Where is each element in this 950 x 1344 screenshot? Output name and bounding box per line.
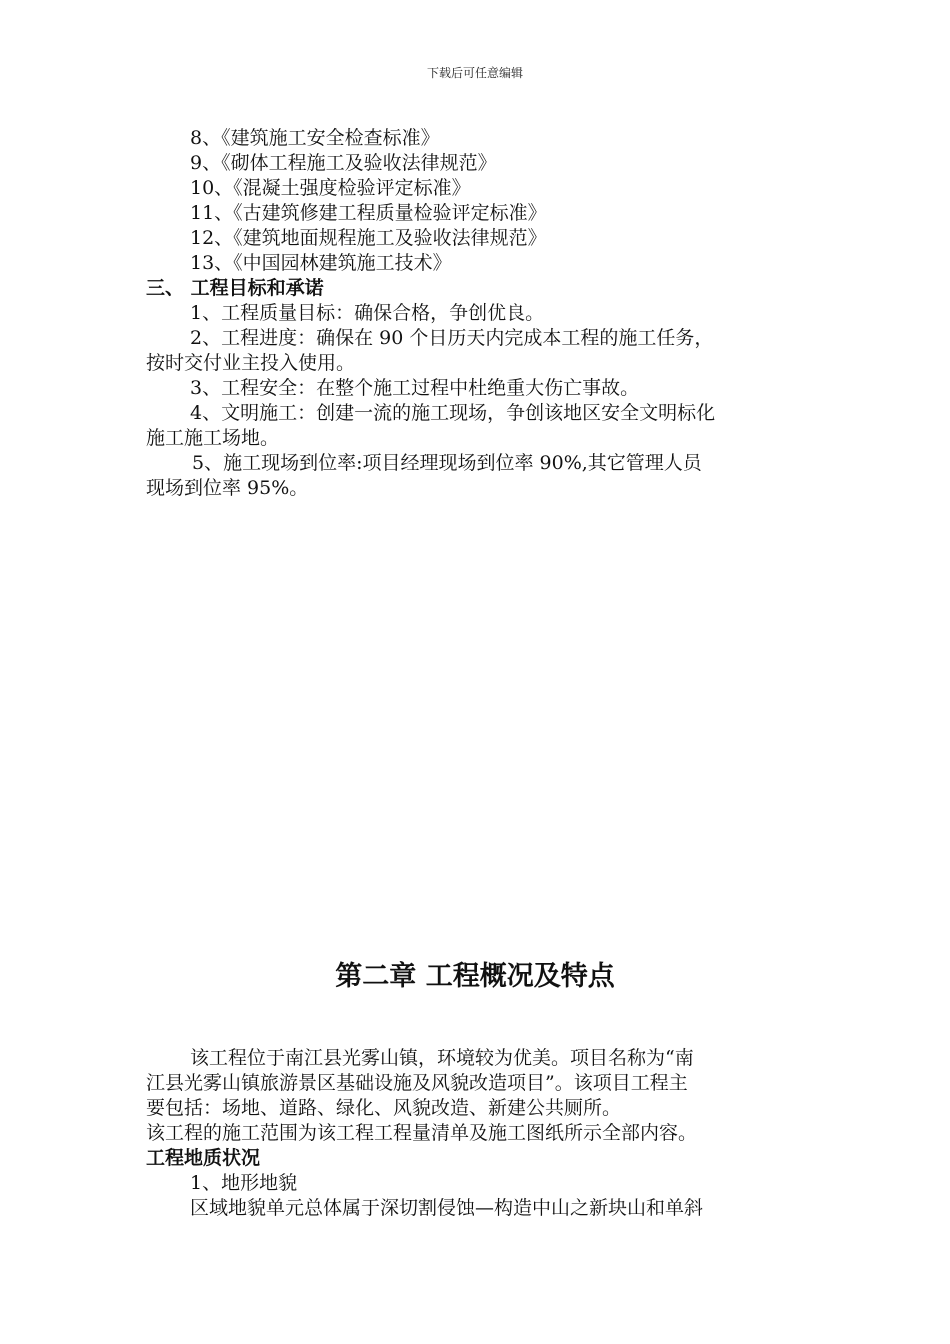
geology-heading: 工程地质状况 <box>146 1147 261 1169</box>
goal-line: 5、施工现场到位率:项目经理现场到位率 90%,其它管理人员 <box>192 452 702 474</box>
standard-item: 11、《古建筑修建工程质量检验评定标准》 <box>190 202 547 224</box>
standard-item: 13、《中国园林建筑施工技术》 <box>190 252 452 274</box>
standard-item: 12、《建筑地面规程施工及验收法律规范》 <box>190 227 547 249</box>
standard-item: 10、《混凝土强度检验评定标准》 <box>190 177 471 199</box>
goal-line: 按时交付业主投入使用。 <box>146 352 356 374</box>
geology-line: 区域地貌单元总体属于深切割侵蚀—构造中山之新块山和单斜 <box>190 1197 704 1219</box>
goal-line: 施工施工场地。 <box>146 427 280 449</box>
intro-line: 江县光雾山镇旅游景区基础设施及风貌改造项目”。该项目工程主 <box>146 1072 688 1094</box>
chapter-title: 第二章 工程概况及特点 <box>335 961 615 992</box>
intro-line: 要包括：场地、道路、绿化、风貌改造、新建公共厕所。 <box>146 1097 622 1119</box>
page-header: 下载后可任意编辑 <box>426 66 523 80</box>
section-heading: 三、 工程目标和承诺 <box>146 277 324 299</box>
goal-line: 3、工程安全：在整个施工过程中杜绝重大伤亡事故。 <box>190 377 640 399</box>
standard-item: 8、《建筑施工安全检查标准》 <box>190 127 440 149</box>
goal-line: 2、工程进度：确保在 90 个日历天内完成本工程的施工任务， <box>190 327 714 349</box>
geology-line: 1、地形地貌 <box>190 1172 298 1194</box>
intro-line: 该工程的施工范围为该工程工程量清单及施工图纸所示全部内容。 <box>146 1122 698 1144</box>
goal-line: 4、文明施工：创建一流的施工现场，争创该地区安全文明标化 <box>190 402 716 424</box>
goal-line: 1、工程质量目标：确保合格，争创优良。 <box>190 302 545 324</box>
standard-item: 9、《砌体工程施工及验收法律规范》 <box>190 152 497 174</box>
intro-line: 该工程位于南江县光雾山镇，环境较为优美。项目名称为“南 <box>190 1047 694 1069</box>
goal-line: 现场到位率 95%。 <box>146 477 309 499</box>
